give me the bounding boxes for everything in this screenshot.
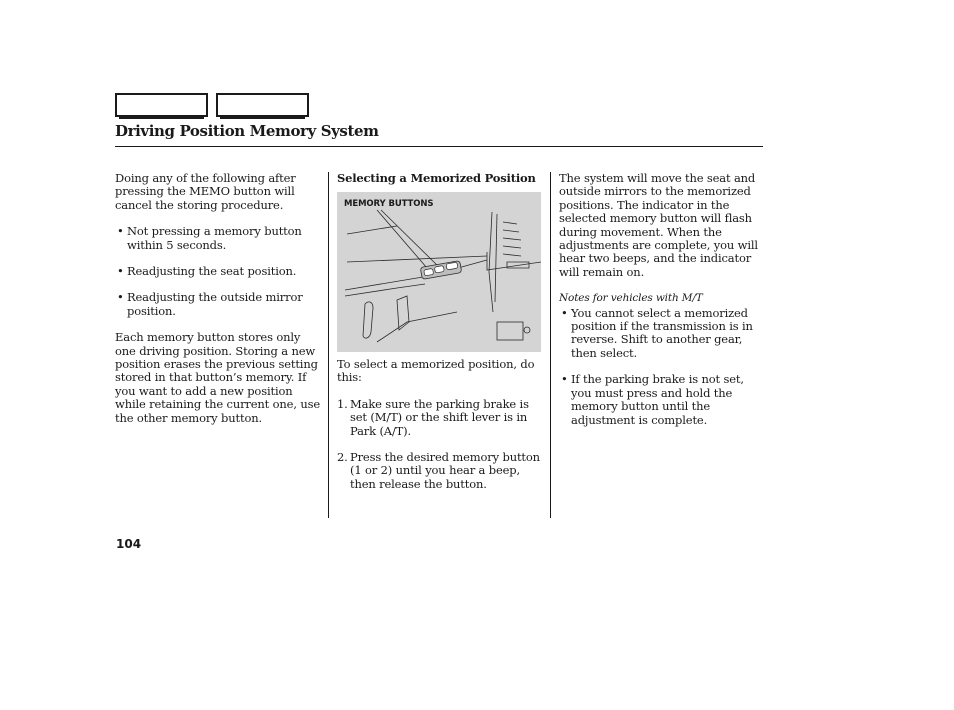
section-tab-2	[216, 93, 309, 117]
column-2	[337, 172, 543, 185]
bullet-item	[115, 225, 320, 252]
bullet-text: Readjusting the outside mirror position.	[127, 290, 303, 318]
column-divider-2	[550, 172, 551, 518]
bullet-text: Not pressing a memory button within 5 seconds.	[127, 224, 302, 252]
memory-button-cluster	[420, 261, 461, 280]
memory-buttons-illustration	[337, 192, 541, 352]
bullet-glyph: •	[561, 372, 568, 387]
bullet-glyph: •	[117, 224, 124, 239]
section-tab-1	[115, 93, 208, 117]
column-3	[559, 172, 765, 427]
column-2-body	[337, 358, 543, 491]
step-text: Make sure the parking brake is set (M/T) or the shift lever is in Park (A/T).	[350, 396, 529, 438]
bullet-item	[115, 265, 320, 278]
bullet-glyph: •	[117, 290, 124, 305]
page-number: 104	[116, 537, 142, 551]
figure-label: MEMORY BUTTONS	[344, 199, 434, 209]
memory-button-2	[434, 266, 444, 273]
intro-paragraph: Doing any of the following after pressing the MEMO button will cancel the storing procedure.	[115, 171, 296, 212]
door-handle	[363, 302, 373, 338]
bullet-item	[115, 291, 320, 318]
section-heading: Selecting a Memorized Position	[337, 171, 536, 185]
bullet-text: Readjusting the seat position.	[127, 264, 297, 279]
step-number: 2.	[337, 450, 348, 465]
note-bullet-item	[559, 307, 765, 361]
note-bullet-item	[559, 373, 765, 427]
column-divider-1	[328, 172, 329, 518]
step-item	[337, 398, 543, 438]
bullet-glyph: •	[561, 305, 568, 320]
memory-paragraph: Each memory button stores only one driving position. Storing a new position erases the previous setting stored in that button’s memory. If you want to add a new position while retaining the current one, use the other memory button.	[115, 330, 321, 425]
system-paragraph: The system will move the seat and outside mirrors to the memorized positions. The indicator in the selected memory button will flash during movement. When the adjustments are complete, you will hear two beeps, and the indicator will remain on.	[559, 171, 758, 279]
note-bullet-text: You cannot select a memorized position if the transmission is in reverse. Shift to another gear, then select.	[571, 305, 753, 360]
notes-heading: Notes for vehicles with M/T	[559, 292, 703, 305]
title-rule	[115, 146, 763, 147]
bullet-glyph: •	[117, 264, 124, 279]
step-item	[337, 451, 543, 491]
page-title: Driving Position Memory System	[115, 122, 379, 140]
column-1	[115, 172, 320, 425]
memory-button-1	[424, 268, 434, 275]
step-text: Press the desired memory button (1 or 2) until you hear a beep, then release the button.	[350, 450, 540, 491]
step-number: 1.	[337, 396, 348, 411]
select-intro: To select a memorized position, do this:	[337, 357, 535, 385]
note-bullet-text: If the parking brake is not set, you must press and hold the memory button until the adjustment is complete.	[571, 372, 744, 427]
door-panel-drawing	[337, 192, 541, 352]
